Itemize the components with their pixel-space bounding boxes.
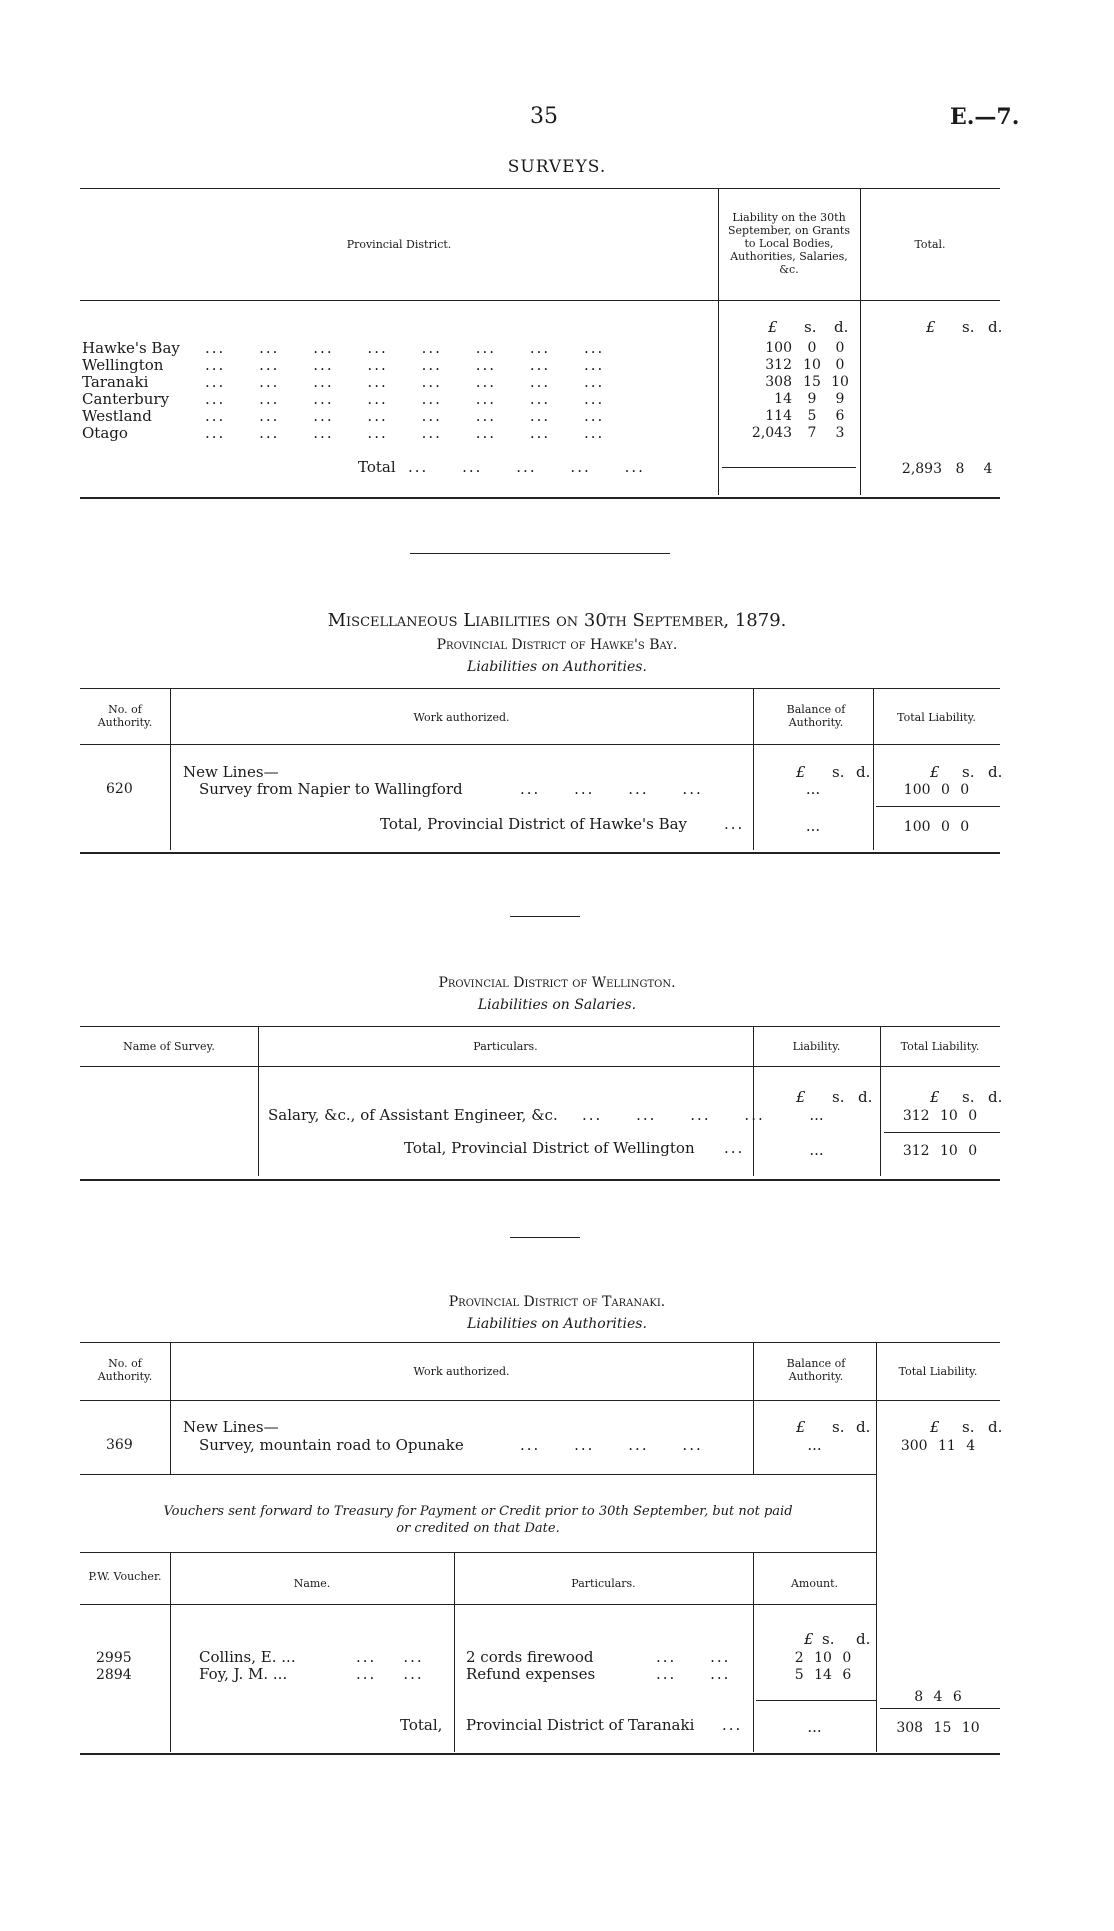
- leader-dots: ... ... ... ...: [520, 780, 703, 798]
- hawkes-header-total: Total Liability.: [897, 711, 976, 724]
- surveys-unit-pound: £: [768, 318, 778, 336]
- leader-dots: ...: [722, 1716, 743, 1734]
- surveys-row-s: 10: [803, 357, 821, 373]
- surveys-title: SURVEYS.: [507, 157, 607, 177]
- surveys-body-divider-2: [860, 300, 861, 495]
- wellington-row-total: 312 10 0: [902, 1108, 978, 1124]
- taranaki-row-heading: New Lines—: [183, 1418, 279, 1436]
- wellington-total-label: Total, Provincial District of Wellington: [404, 1139, 695, 1157]
- hawkes-subtotal-rule: [876, 806, 1000, 807]
- surveys-subtotal-rule: [722, 467, 856, 468]
- wellington-bottom-rule: [80, 1179, 1000, 1181]
- surveys-total-unit-pound: £: [926, 318, 936, 336]
- hawkes-unit-d: d.: [856, 763, 871, 781]
- leader-dots: ... ...: [656, 1665, 731, 1683]
- leader-dots: ... ... ... ...: [582, 1106, 765, 1124]
- voucher-amount: 5 14 6: [794, 1667, 852, 1683]
- hawkes-row-heading: New Lines—: [183, 763, 279, 781]
- hawkes-unit-pound: £: [796, 763, 806, 781]
- surveys-header-total: Total.: [914, 238, 946, 251]
- leader-dots: ... ... ... ... ... ... ... ...: [205, 356, 605, 374]
- wellington-header-name: Name of Survey.: [123, 1040, 215, 1053]
- taranaki-total-value: 308 15 10: [896, 1720, 980, 1736]
- taranaki-header-work: Work authorized.: [413, 1365, 510, 1378]
- surveys-row-district: Otago: [82, 424, 128, 442]
- wellington-header-liability: Liability.: [792, 1040, 841, 1053]
- taranaki-header-total: Total Liability.: [898, 1365, 978, 1378]
- surveys-body-divider-1: [718, 300, 719, 495]
- hawkes-total-unit-d: d.: [988, 763, 1003, 781]
- document-code: E.—7.: [950, 104, 1020, 130]
- surveys-row-pounds: 308: [765, 374, 792, 390]
- voucher-number: 2995: [96, 1650, 132, 1666]
- surveys-row-district: Westland: [82, 407, 152, 425]
- section-separator: [510, 1237, 580, 1238]
- taranaki-district-title: Provincial District of Taranaki.: [448, 1294, 666, 1310]
- surveys-row-s: 15: [803, 374, 821, 390]
- surveys-row-district: Wellington: [82, 356, 164, 374]
- taranaki-row-balance: ...: [807, 1436, 822, 1454]
- taranaki-top-rule: [80, 1342, 1000, 1343]
- surveys-row-district: Canterbury: [82, 390, 170, 408]
- surveys-total-unit-d: d.: [988, 318, 1003, 336]
- leader-dots: ... ... ... ... ... ... ... ...: [205, 339, 605, 357]
- leader-dots: ... ... ... ... ... ... ... ...: [205, 424, 605, 442]
- leader-dots: ... ... ... ... ... ... ... ...: [205, 373, 605, 391]
- hawkes-header-rule: [80, 744, 1000, 745]
- taranaki-header-name: Name.: [293, 1577, 331, 1590]
- voucher-name: Foy, J. M. ...: [199, 1665, 288, 1683]
- wellington-district-title: Provincial District of Wellington.: [438, 975, 676, 991]
- hawkes-subtitle: Liabilities on Authorities.: [467, 659, 647, 675]
- leader-dots: ... ...: [356, 1665, 424, 1683]
- taranaki-total-label-2: Provincial District of Taranaki: [466, 1716, 695, 1734]
- leader-dots: ... ... ... ... ... ... ... ...: [205, 390, 605, 408]
- voucher-particulars: Refund expenses: [466, 1665, 596, 1683]
- misc-title: Miscellaneous Liabilities on 30th September, 1879.: [327, 610, 787, 631]
- taranaki-subtitle: Liabilities on Authorities.: [467, 1316, 647, 1332]
- taranaki-col-divider: [753, 1342, 754, 1474]
- surveys-row-s: 7: [807, 425, 817, 441]
- surveys-total-unit-s: s.: [962, 318, 975, 336]
- taranaki-amount-rule: [756, 1700, 876, 1701]
- surveys-header-district: Provincial District.: [346, 238, 452, 251]
- taranaki-row-no: 369: [106, 1437, 133, 1453]
- hawkes-bottom-rule: [80, 852, 1000, 854]
- taranaki-total-amount: ...: [807, 1718, 822, 1736]
- taranaki-total-unit-d: d.: [988, 1418, 1003, 1436]
- taranaki-row-total: 300 11 4: [900, 1438, 976, 1454]
- wellington-total-unit-d: d.: [988, 1088, 1003, 1106]
- surveys-row-d: 9: [835, 391, 845, 407]
- taranaki-unit-s: s.: [832, 1418, 845, 1436]
- hawkes-top-rule: [80, 688, 1000, 689]
- taranaki-col-divider: [170, 1342, 171, 1474]
- wellington-unit-s: s.: [832, 1088, 845, 1106]
- surveys-unit-s: s.: [804, 318, 817, 336]
- surveys-row-d: 0: [835, 357, 845, 373]
- hawkes-total-balance: ...: [805, 817, 821, 835]
- hawkes-row-work: Survey from Napier to Wallingford: [199, 780, 463, 798]
- wellington-header-rule: [80, 1066, 1000, 1067]
- leader-dots: ... ...: [356, 1648, 424, 1666]
- hawkes-header-no: No. of Authority.: [97, 703, 153, 729]
- taranaki-voucher-unit-d: d.: [856, 1630, 871, 1648]
- surveys-total-d: 4: [983, 461, 993, 477]
- surveys-row-d: 0: [835, 340, 845, 356]
- taranaki-total-label-1: Total,: [400, 1716, 443, 1734]
- taranaki-unit-d: d.: [856, 1418, 871, 1436]
- hawkes-header-balance: Balance of Authority.: [786, 703, 846, 729]
- hawkes-row-no: 620: [106, 781, 133, 797]
- surveys-row-pounds: 114: [765, 408, 792, 424]
- taranaki-unit-pound: £: [796, 1418, 806, 1436]
- hawkes-row-balance: ...: [805, 780, 821, 798]
- surveys-total-label: Total: [358, 458, 396, 476]
- taranaki-header-rule: [80, 1400, 1000, 1401]
- surveys-row-d: 10: [831, 374, 849, 390]
- surveys-row-s: 0: [807, 340, 817, 356]
- wellington-row-particulars: Salary, &c., of Assistant Engineer, &c.: [268, 1106, 558, 1124]
- leader-dots: ...: [724, 815, 745, 833]
- leader-dots: ... ... ... ... ...: [408, 458, 645, 476]
- taranaki-row-work: Survey, mountain road to Opunake: [199, 1436, 464, 1454]
- surveys-header-liability: Liability on the 30th September, on Grants to Local Bodies, Authorities, Salaries, &c.: [728, 211, 850, 276]
- wellington-header-particulars: Particulars.: [473, 1040, 538, 1053]
- taranaki-total-unit-s: s.: [962, 1418, 975, 1436]
- taranaki-header-voucher: P.W. Voucher.: [88, 1570, 162, 1583]
- surveys-row-d: 6: [835, 408, 845, 424]
- surveys-bottom-rule: [80, 497, 1000, 499]
- surveys-row-pounds: 100: [765, 340, 792, 356]
- voucher-particulars: 2 cords firewood: [466, 1648, 594, 1666]
- surveys-row-d: 3: [835, 425, 845, 441]
- taranaki-voucher-top-rule: [80, 1552, 876, 1553]
- surveys-row-pounds: 312: [765, 357, 792, 373]
- hawkes-total-label: Total, Provincial District of Hawke's Bay: [380, 815, 688, 833]
- taranaki-header-balance: Balance of Authority.: [786, 1357, 846, 1383]
- leader-dots: ... ... ... ... ... ... ... ...: [205, 407, 605, 425]
- wellington-total-unit-s: s.: [962, 1088, 975, 1106]
- hawkes-header-work: Work authorized.: [413, 711, 510, 724]
- hawkes-total-unit-s: s.: [962, 763, 975, 781]
- surveys-row-district: Hawke's Bay: [82, 339, 180, 357]
- taranaki-row-rule: [80, 1474, 876, 1475]
- hawkes-district-title: Provincial District of Hawke's Bay.: [436, 637, 678, 653]
- wellington-total-unit-pound: £: [930, 1088, 940, 1106]
- taranaki-voucher-unit-s: s.: [822, 1630, 835, 1648]
- surveys-row-district: Taranaki: [82, 373, 149, 391]
- taranaki-bottom-rule: [80, 1753, 1000, 1755]
- wellington-total-liability: ...: [809, 1141, 824, 1159]
- leader-dots: ... ...: [656, 1648, 731, 1666]
- taranaki-vouchers-total: 8 4 6: [914, 1689, 962, 1705]
- surveys-row-s: 9: [807, 391, 817, 407]
- page-number: 35: [530, 104, 558, 129]
- section-separator: [410, 553, 670, 554]
- surveys-unit-d: d.: [834, 318, 849, 336]
- hawkes-total-value: 100 0 0: [903, 819, 970, 835]
- taranaki-vouchers-title-2: or credited on that Date.: [396, 1521, 560, 1536]
- voucher-number: 2894: [96, 1667, 132, 1683]
- wellington-header-total: Total Liability.: [900, 1040, 980, 1053]
- taranaki-subtotal-rule: [880, 1708, 1000, 1709]
- surveys-top-rule: [80, 188, 1000, 189]
- voucher-amount: 2 10 0: [794, 1650, 852, 1666]
- taranaki-vouchers-title-1: Vouchers sent forward to Treasury for Payment or Credit prior to 30th September, but not paid: [163, 1504, 793, 1519]
- wellington-unit-pound: £: [796, 1088, 806, 1106]
- leader-dots: ... ... ... ...: [520, 1436, 703, 1454]
- wellington-total-value: 312 10 0: [902, 1143, 978, 1159]
- hawkes-total-unit-pound: £: [930, 763, 940, 781]
- wellington-unit-d: d.: [858, 1088, 873, 1106]
- leader-dots: ...: [724, 1139, 745, 1157]
- wellington-subtitle: Liabilities on Salaries.: [477, 997, 637, 1013]
- surveys-header-rule: [80, 300, 1000, 301]
- surveys-row-s: 5: [807, 408, 817, 424]
- taranaki-voucher-header-rule: [80, 1604, 876, 1605]
- wellington-row-liability: ...: [809, 1106, 824, 1124]
- surveys-total-s: 8: [955, 461, 965, 477]
- section-separator: [510, 916, 580, 917]
- taranaki-voucher-unit-pound: £: [804, 1630, 814, 1648]
- taranaki-header-no: No. of Authority.: [97, 1357, 153, 1383]
- hawkes-unit-s: s.: [832, 763, 845, 781]
- voucher-name: Collins, E. ...: [199, 1648, 296, 1666]
- taranaki-total-unit-pound: £: [930, 1418, 940, 1436]
- taranaki-header-amount: Amount.: [790, 1577, 839, 1590]
- surveys-row-pounds: 2,043: [751, 425, 792, 441]
- wellington-subtotal-rule: [884, 1132, 1000, 1133]
- surveys-total-pounds: 2,893: [901, 461, 942, 477]
- hawkes-row-total: 100 0 0: [903, 782, 970, 798]
- surveys-row-pounds: 14: [774, 391, 792, 407]
- taranaki-header-particulars: Particulars.: [571, 1577, 636, 1590]
- wellington-top-rule: [80, 1026, 1000, 1027]
- surveys-col-divider-1: [718, 188, 719, 300]
